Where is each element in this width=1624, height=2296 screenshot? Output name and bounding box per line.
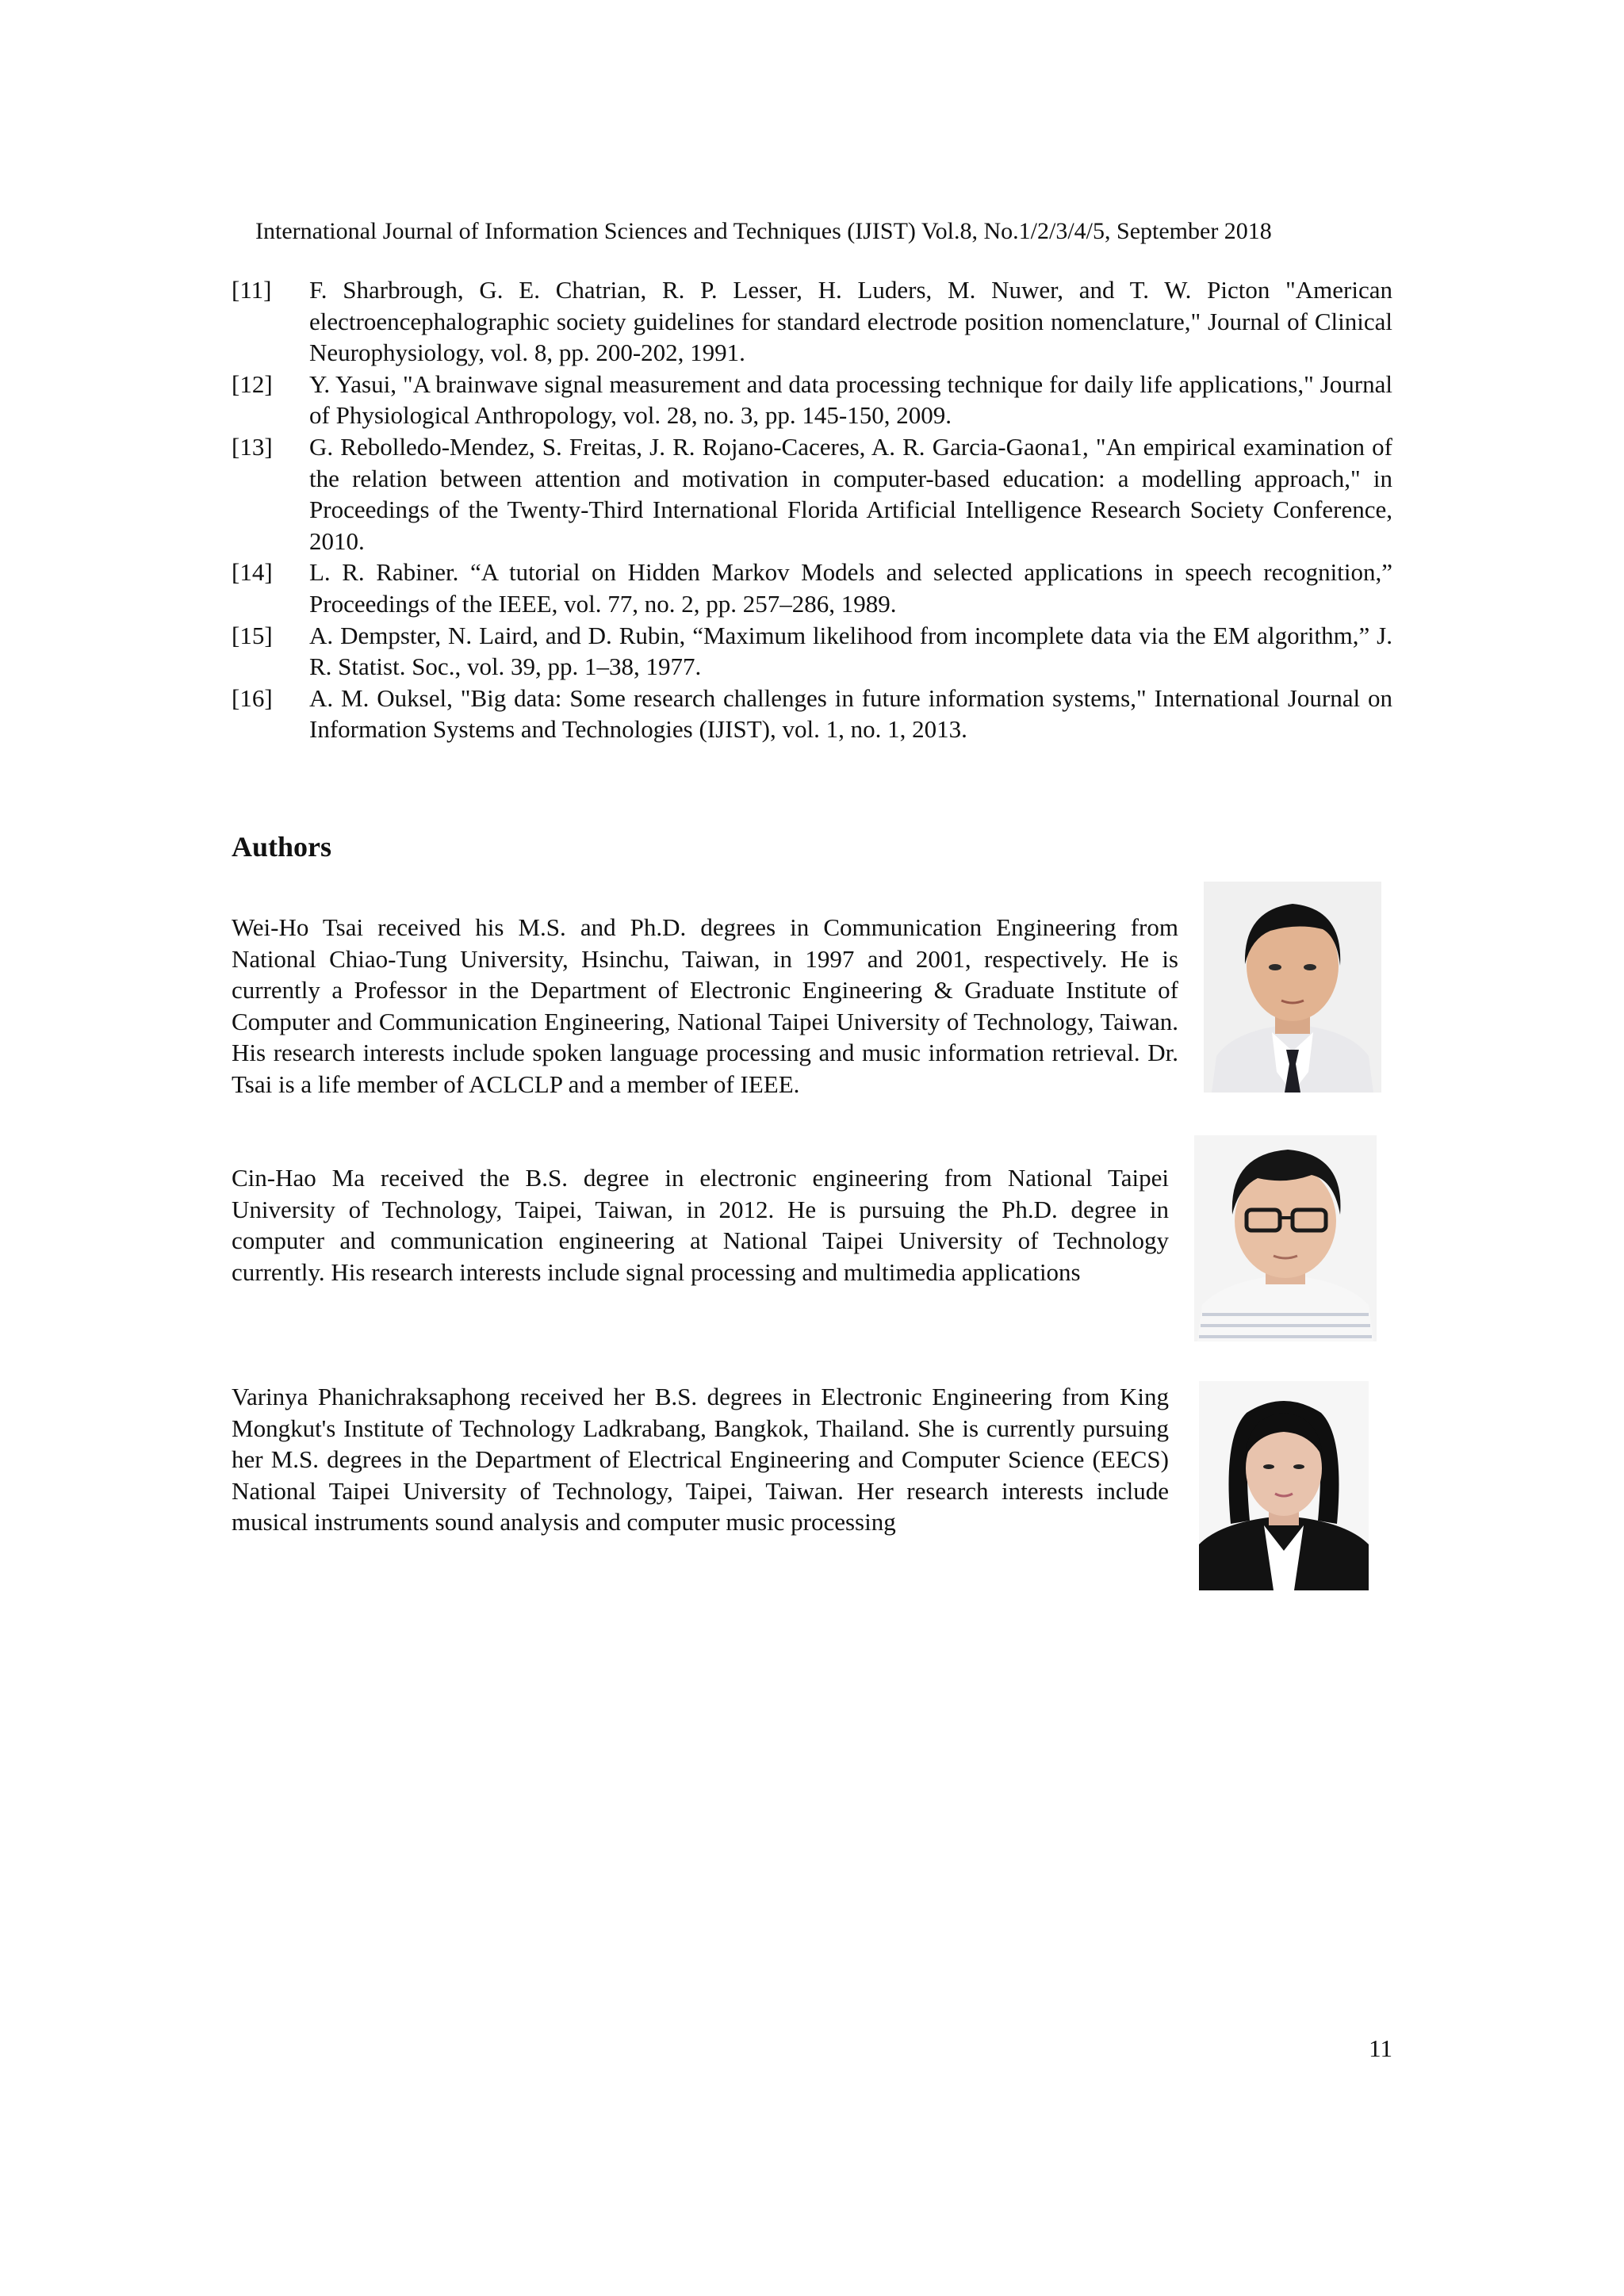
authors-heading: Authors [232,831,332,863]
reference-number: [15] [232,621,273,649]
reference-number: [16] [232,683,273,712]
reference-number: [12] [232,369,273,398]
running-header: International Journal of Information Sciences and Techniques (IJIST) Vol.8, No.1/2/3/4/5, September 2018 [255,218,1272,244]
reference-number: [13] [232,432,273,461]
reference-item-14 [232,557,1392,619]
reference-list [232,274,1392,745]
author-bio-cin-hao-ma: Cin-Hao Ma received the B.S. degree in electronic engineering from National Taipei University of Technology, Taipei, Taiwan, in 2012. He is pursuing the Ph.D. degree in computer and communication engineering at National Taipei University of Technology currently. His research interests include signal processing and multimedia applications [232,1164,1169,1286]
author-bio-wei-ho-tsai: Wei-Ho Tsai received his M.S. and Ph.D. degrees in Communication Engineering from National Chiao-Tung University, Hsinchu, Taiwan, in 1997 and 2001, respectively. He is currently a Professor in the Department of Electronic Engineering & Graduate Institute of Computer and Communication Engineering, National Taipei University of Technology, Taiwan. His research interests include spoken language processing and music information retrieval. Dr. Tsai is a life member of ACLCLP and a member of IEEE. [232,913,1178,1098]
reference-text: A. M. Ouksel, "Big data: Some research challenges in future information systems," International Journal on Information Systems and Technologies (IJIST), vol. 1, no. 1, 2013. [309,683,1392,744]
reference-text: F. Sharbrough, G. E. Chatrian, R. P. Lesser, H. Luders, M. Nuwer, and T. W. Picton "American electroencephalographic society guidelines for standard electrode position nomenclature," Journal of Clinical Neurophysiology, vol. 8, pp. 200-202, 1991. [309,276,1392,367]
reference-item-15 [232,620,1392,683]
author-photo-wei-ho-tsai [1204,882,1381,1093]
page-number: 11 [1369,2034,1392,2062]
reference-text: G. Rebolledo-Mendez, S. Freitas, J. R. Rojano-Caceres, A. R. Garcia-Gaona1, "An empirical examination of the relation between attention and motivation in computer-based education: a modelling approach," in Proceedings of the Twenty-Third International Florida Artificial Intelligence Research Society Conference, 2010. [309,432,1392,555]
reference-number: [11] [232,276,272,304]
reference-item-11 [232,274,1392,369]
reference-item-12 [232,369,1392,431]
reference-item-16 [232,683,1392,745]
author-photo-varinya-phanichraksaphong [1199,1381,1369,1590]
reference-text: A. Dempster, N. Laird, and D. Rubin, “Maximum likelihood from incomplete data via the EM algorithm,” J. R. Statist. Soc., vol. 39, pp. 1–38, 1977. [309,621,1392,681]
reference-number: [14] [232,558,273,587]
reference-text: Y. Yasui, "A brainwave signal measurement and data processing technique for daily life applications," Journal of Physiological Anthropology, vol. 28, no. 3, pp. 145-150, 2009. [309,369,1392,430]
reference-item-13 [232,431,1392,557]
author-photo-cin-hao-ma [1194,1135,1377,1341]
author-bio-varinya-phanichraksaphong: Varinya Phanichraksaphong received her B.S. degrees in Electronic Engineering from King Mongkut's Institute of Technology Ladkrabang, Bangkok, Thailand. She is currently pursuing her M.S. degrees in the Department of Electrical Engineering and Computer Science (EECS) National Taipei University of Technology, Taipei, Taiwan. Her research interests include musical instruments sound analysis and computer music processing [232,1383,1169,1536]
reference-text: L. R. Rabiner. “A tutorial on Hidden Markov Models and selected applications in speech recognition,” Proceedings of the IEEE, vol. 77, no. 2, pp. 257–286, 1989. [309,558,1392,618]
